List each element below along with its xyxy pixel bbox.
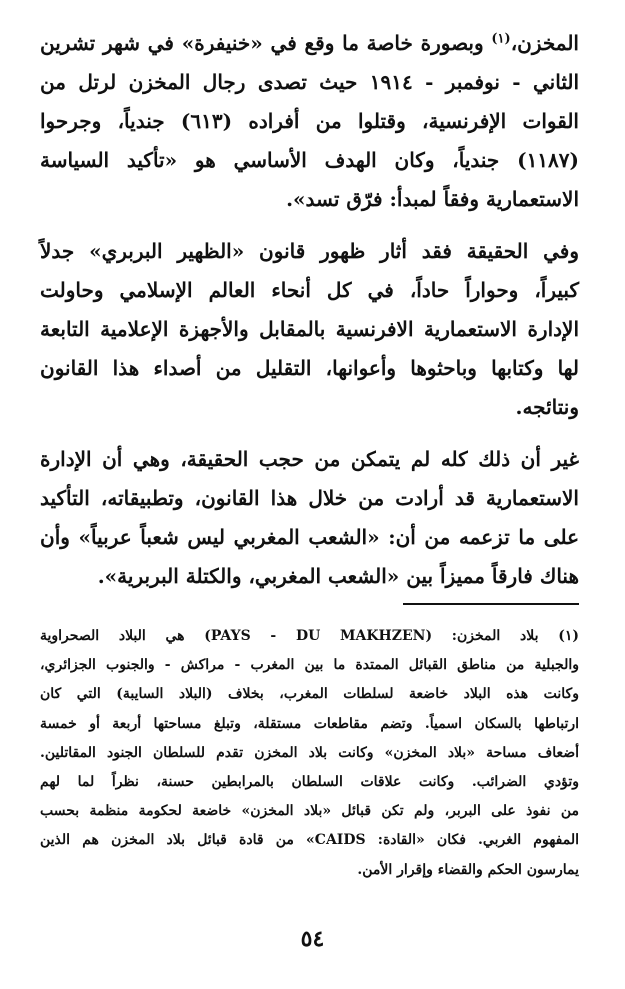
text-line: غير أن ذلك كله لم يتمكن من حجب الحقيقة، وهي أن الإدارة	[40, 447, 579, 471]
footnote-line: ارتباطها بالسكان اسمياً. وتضم مقاطعات مستقلة، وتبلغ مساحتها أربعة أو خمسة	[40, 715, 579, 732]
text-line: وفي الحقيقة فقد أثار ظهور قانون «الظهير البربري» جدلاً	[40, 239, 579, 263]
text-line: الإدارة الاستعمارية الافرنسية بالمقابل والأجهزة الإعلامية التابعة	[40, 317, 579, 341]
paragraph-2	[40, 232, 579, 427]
paragraph-3	[40, 440, 579, 596]
text-line	[40, 24, 579, 63]
text-line: ونتائجه.	[515, 395, 579, 419]
footnote-line: أضعاف مساحة «بلاد المخزن» وكانت بلاد المخزن تقدم للسلطان الجنود المقاتلين.	[40, 744, 579, 761]
footnote-line: وتؤدي الضرائب. وكانت علاقات السلطان بالمرابطين حسنة، نظراً لما لهم	[40, 774, 579, 791]
footnote-line: والجبلية من مناطق القبائل الممتدة ما بين المغرب - مراكش - والجنوب الجزائري،	[40, 657, 579, 674]
text-line: الثاني - نوفمبر - ١٩١٤ حيث تصدى رجال المخزن لرتل من	[40, 70, 580, 94]
paragraph-1	[40, 24, 579, 219]
text-line: هناك فارقاً مميزاً بين «الشعب المغربي، والكتلة البربرية».	[97, 564, 579, 588]
footnote-divider	[403, 603, 579, 605]
footnote-line: المفهوم الغربي. فكان «القادة: CAIDS» من قادة قبائل بلاد المخزن هم الذين	[40, 832, 579, 849]
footnotes	[40, 622, 579, 885]
footnote-line: من نفوذ على البربر، ولم تكن قبائل «بلاد المخزن» خاضعة لحكومة منظمة بحسب	[40, 803, 579, 820]
main-text	[40, 24, 579, 609]
text-line: الاستعمارية وفقاً لمبدأ: فرّق تسد».	[286, 187, 579, 211]
footnote-line: وكانت هذه البلاد خاضعة لسلطات المغرب، بخلاف (البلاد السايبة) التي كان	[40, 686, 579, 703]
text-line: لها وكتابها وباحثوها وأعوانها، التقليل من أصداء هذا القانون	[40, 356, 579, 380]
footnote-reference: (١)	[491, 31, 511, 47]
text-segment: وبصورة خاصة ما وقع في «خنيفرة» في شهر تشرين	[40, 31, 492, 55]
text-line: الاستعمارية قد أرادت من خلال هذا القانون، وتطبيقاته، التأكيد	[40, 486, 579, 510]
text-line: كبيراً، وحواراً حاداً، في كل أنحاء العالم الإسلامي وحاولت	[40, 278, 579, 302]
page-number: ٥٤	[300, 926, 325, 952]
footnote-line: يمارسون الحكم والقضاء وإقرار الأمن.	[357, 861, 579, 878]
footnote-line: (١) بلاد المخزن: (PAYS - DU MAKHZEN) هي البلاد الصحراوية	[40, 628, 579, 644]
text-line: على ما تزعمه من أن: «الشعب المغربي ليس شعباً عربياً» وأن	[40, 525, 579, 549]
text-line: القوات الإفرنسية، وقتلوا من أفراده (٦١٣) جندياً، وجرحوا	[40, 109, 579, 133]
text-line: (١١٨٧) جندياً، وكان الهدف الأساسي هو «تأكيد السياسة	[40, 148, 579, 172]
text-segment: المخزن،	[510, 31, 579, 55]
